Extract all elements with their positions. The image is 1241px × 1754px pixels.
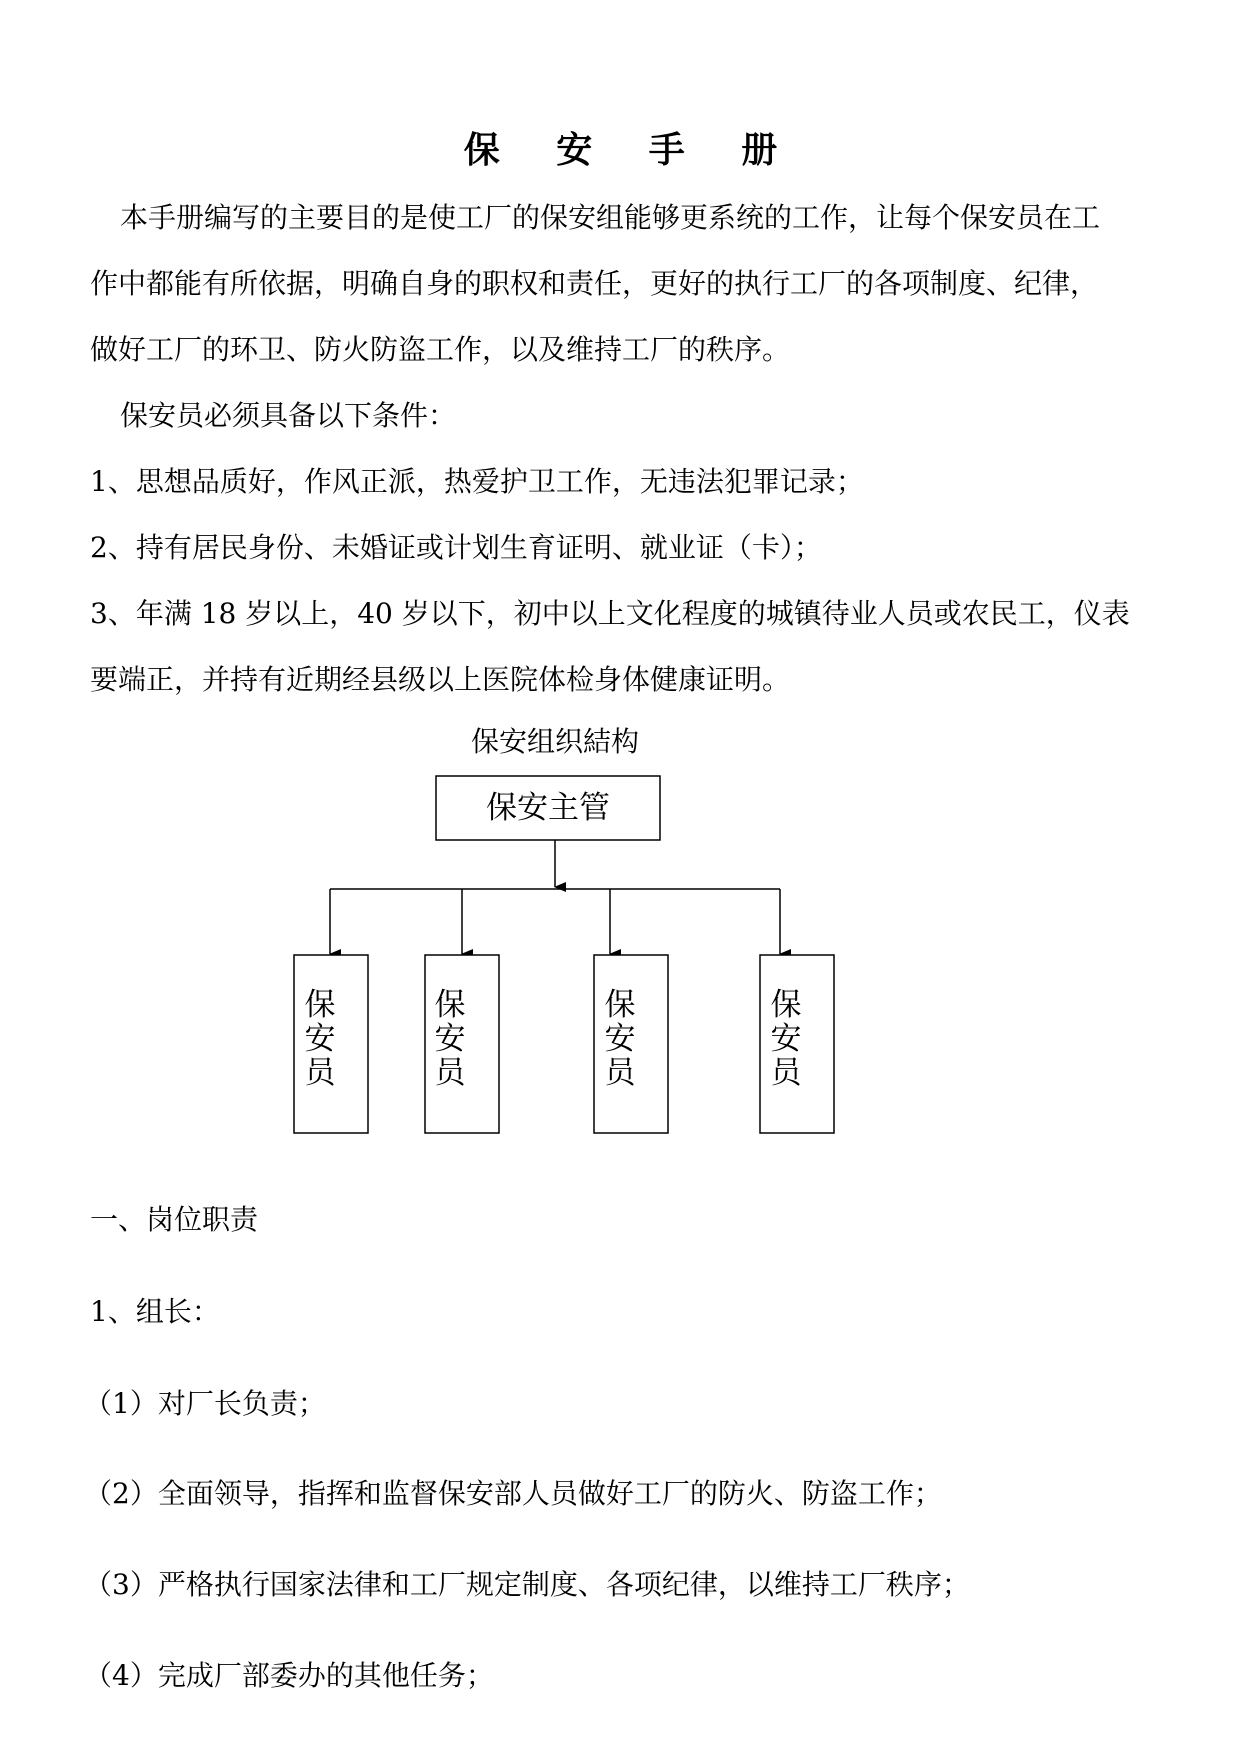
requirement-line: 1、思想品质好，作风正派，热爱护卫工作，无违法犯罪记录； (90, 465, 864, 498)
duty-item: （1）对厂长负责； (84, 1387, 326, 1420)
requirements-heading: 保安员必须具备以下条件： (120, 399, 457, 432)
org-top-label: 保安主管 (486, 790, 610, 826)
section-heading: 一、岗位职责 (90, 1203, 259, 1236)
org-child-label: 保安员 (304, 987, 336, 1091)
intro-line: 做好工厂的环卫、防火防盗工作，以及维持工厂的秩序。 (90, 333, 791, 366)
intro-line: 本手册编写的主要目的是使工厂的保安组能够更系统的工作，让每个保安员在工 (120, 201, 1101, 234)
intro-line: 作中都能有所依据，明确自身的职权和责任，更好的执行工厂的各项制度、纪律， (90, 267, 1099, 300)
org-child-label: 保安员 (604, 987, 636, 1091)
requirement-line: 3、年满 18 岁以上，40 岁以下，初中以上文化程度的城镇待业人员或农民工，仪表 (90, 597, 1130, 630)
subsection-heading: 1、组长： (90, 1295, 220, 1328)
document-title: 保 安 手 册 (463, 130, 800, 171)
requirement-line: 要端正，并持有近期经县级以上医院体检身体健康证明。 (90, 663, 791, 696)
requirement-line: 2、持有居民身份、未婚证或计划生育证明、就业证（卡）； (90, 531, 822, 564)
org-child-label: 保安员 (434, 987, 466, 1091)
duty-item: （2）全面领导，指挥和监督保安部人员做好工厂的防火、防盗工作； (84, 1477, 942, 1510)
org-chart-title: 保安组织結构 (470, 725, 639, 758)
org-chart (0, 760, 1241, 1160)
duty-item: （3）严格执行国家法律和工厂规定制度、各项纪律，以维持工厂秩序； (84, 1568, 970, 1601)
org-child-label: 保安员 (770, 987, 802, 1091)
duty-item: （4）完成厂部委办的其他任务； (84, 1659, 494, 1692)
